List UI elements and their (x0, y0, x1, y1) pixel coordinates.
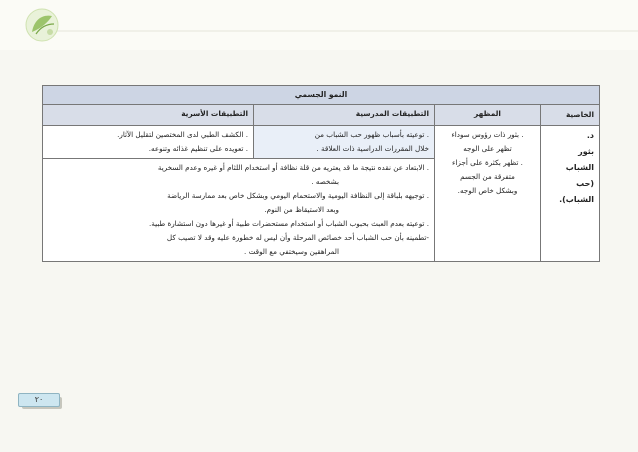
shared-cell (43, 159, 435, 262)
trait-line: (حب (576, 179, 594, 188)
header-key: الخاصية (541, 105, 600, 126)
family-line: . تعويده على تنظيم غذائه وتنوعه. (148, 144, 248, 153)
shared-line: . توجيهه بلباقة إلى النظافة اليومية والاستحمام اليومي وبشكل خاص بعد ممارسة الرياضة (167, 191, 429, 200)
trait-line: الشباب). (559, 195, 594, 204)
school-cell (254, 126, 435, 159)
trait-line: د. (586, 131, 594, 140)
trait-line: بثور (578, 147, 594, 156)
shared-line: بشخصه . (311, 177, 339, 186)
family-line: . الكشف الطبي لدى المختصين لتقليل الآثار. (117, 130, 248, 139)
appearance-line: وبشكل خاص الوجه. (457, 186, 518, 195)
appearance-line: . تظهر بكثرة على أجزاء (452, 158, 523, 167)
header-family: التطبيقات الأسرية (43, 105, 254, 126)
shared-line: -تطمينه بأن حب الشباب أحد خصائص المرحلة وأن ليس له خطورة عليه وقد لا تصيب كل (166, 233, 429, 242)
shared-line: وبعد الاستيقاظ من النوم. (264, 205, 339, 214)
header-appearance: المظهر (435, 105, 541, 126)
header-school: التطبيقات المدرسية (254, 105, 435, 126)
data-table (42, 85, 600, 262)
header-band (0, 0, 638, 50)
shared-line: . توعيته بعدم العبث بحبوب الشباب أو استخدام مستحضرات طبية أو غيرها دون استشارة طبية. (148, 219, 429, 228)
table-row (43, 126, 600, 159)
trait-line: الشباب (565, 163, 594, 172)
appearance-line: . بثور ذات رؤوس سوداء (451, 130, 524, 139)
header-row (43, 105, 600, 126)
logo-icon (20, 6, 64, 44)
trait-cell (541, 126, 600, 262)
school-line: خلال المقررات الدراسية ذات العلاقة . (316, 144, 429, 153)
appearance-line: متفرقة من الجسم (460, 172, 515, 181)
page-number-badge (18, 393, 62, 409)
shared-line: المراهقين وسيختفي مع الوقت . (244, 247, 339, 256)
page-number: ٢٠ (18, 393, 60, 407)
appearance-cell (435, 126, 541, 262)
family-cell (43, 126, 254, 159)
header-divider (40, 30, 638, 32)
shared-line: . الابتعاد عن نقده نتيجة ما قد يعتريه من قلة نظافة أو استخدام اللثام أو غيره وعدم السخرية (157, 163, 429, 172)
table-banner: النمو الجسمي (43, 86, 600, 105)
appearance-line: تظهر على الوجه (463, 144, 512, 153)
school-line: . توعيته بأسباب ظهور حب الشباب من (314, 130, 429, 139)
